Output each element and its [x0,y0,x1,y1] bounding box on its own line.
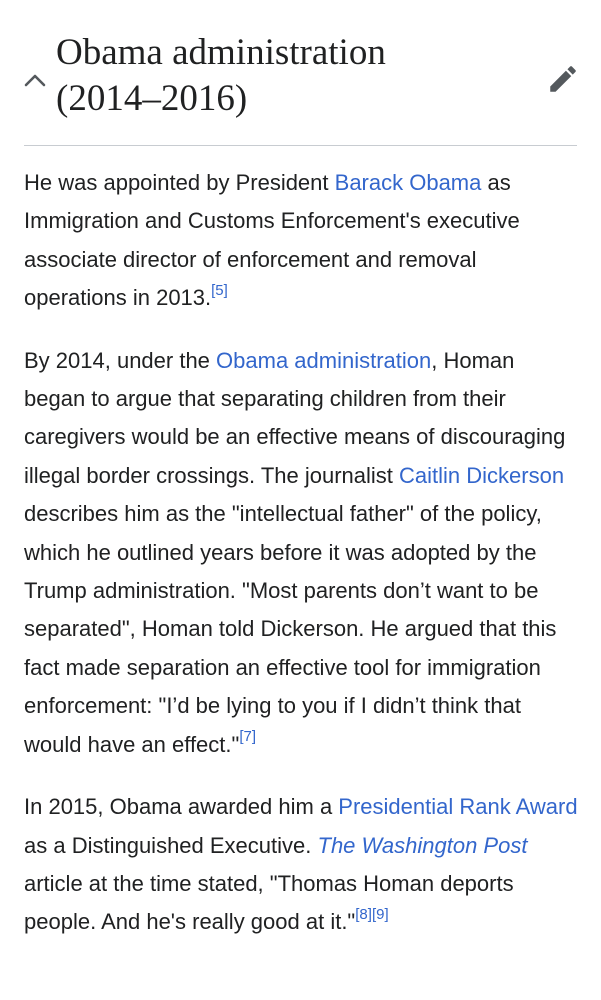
section-title-line1: Obama administration [56,32,386,73]
section-title [56,30,526,122]
link-presidential-rank-award[interactable]: Presidential Rank Award [338,794,578,820]
reference-link[interactable]: [5] [211,281,228,299]
section-title-line2: (2014–2016) [56,78,248,119]
paragraph-text: as a Distinguished Executive. [24,832,318,858]
paragraph-text: as Immigration and Customs Enforcement's executive associate director of enforcement and removal operations in 2013. [24,170,520,311]
paragraph-separation-policy [24,342,580,764]
paragraph-text: , Homan began to argue that separating children from their caregivers would be an effective means of discouraging illegal border crossings. The journalist [24,347,566,488]
paragraph-award [24,788,580,942]
link-caitlin-dickerson[interactable]: Caitlin Dickerson [399,462,565,488]
link-washington-post[interactable]: The Washington Post [317,832,528,858]
pencil-icon[interactable] [546,62,580,96]
reference-link[interactable]: [8] [355,905,372,923]
link-barack-obama[interactable]: Barack Obama [334,170,482,195]
reference-link[interactable]: [7] [239,728,257,746]
paragraph-text: article at the time stated, "Thomas Homan deports people. And he's really good at it." [24,870,514,935]
link-obama-administration[interactable]: Obama administration [216,347,432,373]
paragraph-text: By 2014, under the [24,347,217,373]
section-content [24,164,580,966]
section-divider [24,145,577,146]
paragraph-text: He was appointed by President [24,170,335,195]
paragraph-text: In 2015, Obama awarded him a [24,794,339,820]
paragraph-text: describes him as the "intellectual father" of the policy, which he outlined years before it was adopted by the Trump administration. "Most parents don’t want to be separated", Homan told Dickerson. He argued that this fact made separation an effective tool for immigration enforcement: "I’d be lying to you if I didn’t think that would have an effect." [24,501,557,757]
reference-link[interactable]: [9] [371,905,389,923]
chevron-up-icon[interactable] [22,70,48,90]
reference-9[interactable] [372,906,389,923]
paragraph-appointment [24,164,580,318]
section-header [0,0,601,146]
reference-5[interactable] [211,282,228,299]
reference-8[interactable] [355,906,372,923]
reference-7[interactable] [239,728,256,745]
